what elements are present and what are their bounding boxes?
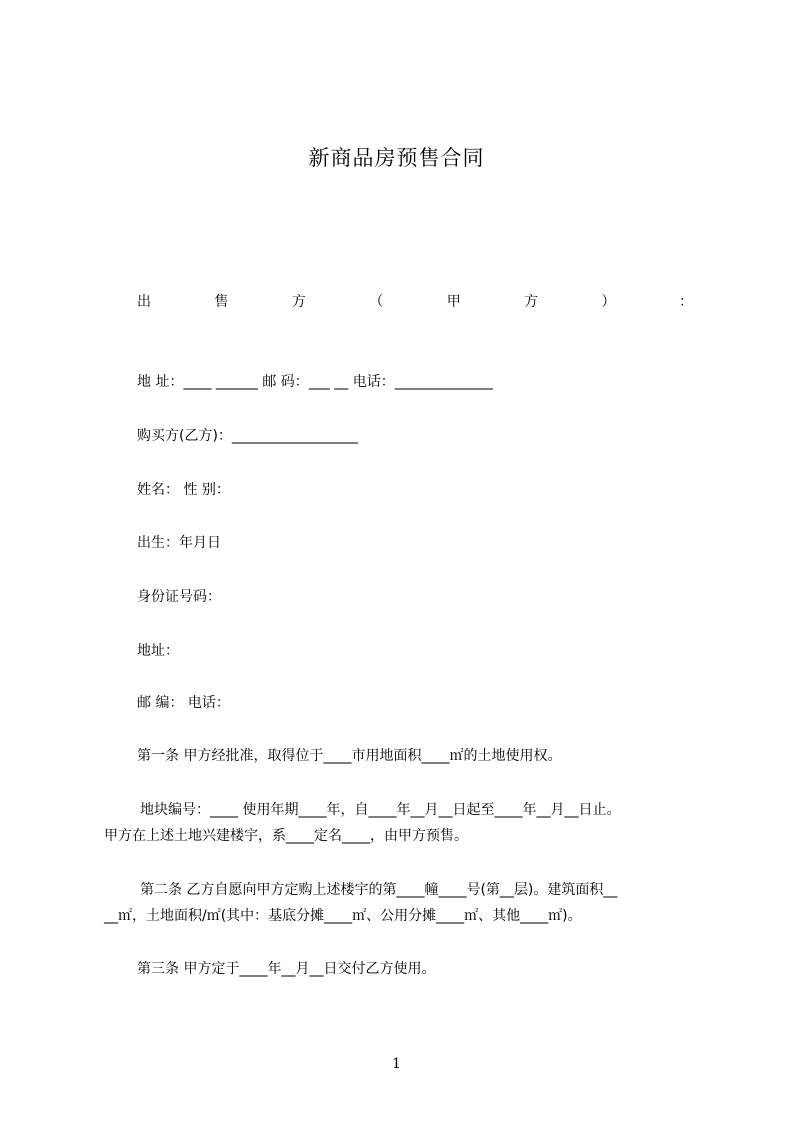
seller-label-char: 甲 (446, 294, 461, 310)
id-number-line: 身份证号码： (137, 589, 221, 605)
seller-label-char: 售 (214, 294, 229, 310)
article-2-continued: __㎡，土地面积/㎡(其中：基底分摊____㎡、公用分摊____㎡、其他____㎡)。 (104, 908, 582, 924)
name-gender-line: 姓名： 性 别： (137, 482, 230, 498)
seller-label-char: 方 (291, 294, 306, 310)
article-1: 第一条 甲方经批准，取得位于____市用地面积____㎡的土地使用权。 (137, 748, 562, 764)
article-1-continued: 地块编号：____ 使用年期____年，自____年__月__日起至____年__月__日止。 (140, 802, 621, 818)
seller-label-char: 出 (137, 294, 151, 310)
article-3: 第三条 甲方定于____年__月__日交付乙方使用。 (137, 961, 436, 977)
article-1-continued: 甲方在上述土地兴建楼宇，系____定名____，由甲方预售。 (104, 828, 468, 844)
seller-label-char: ： (678, 294, 693, 310)
postcode-phone-line: 邮 编： 电话： (137, 695, 230, 711)
buyer-address-line: 地址： (137, 643, 179, 659)
seller-label-char: （ (369, 294, 384, 310)
seller-label-char: ） (601, 294, 616, 310)
seller-address-line: 地 址：____ ______ 邮 码：___ __ 电话：______________ (137, 374, 493, 390)
buyer-line: 购买方(乙方)：__________________ (137, 428, 358, 444)
seller-label-char: 方 (524, 294, 539, 310)
document-title: 新商品房预售合同 (308, 146, 485, 170)
seller-label (137, 291, 693, 311)
article-2: 第二条 乙方自愿向甲方定购上述楼宇的第____幢____号(第__层)。建筑面积__ (140, 882, 618, 898)
page-number: 1 (392, 1056, 401, 1072)
birth-line: 出生：年月日 (137, 535, 221, 551)
